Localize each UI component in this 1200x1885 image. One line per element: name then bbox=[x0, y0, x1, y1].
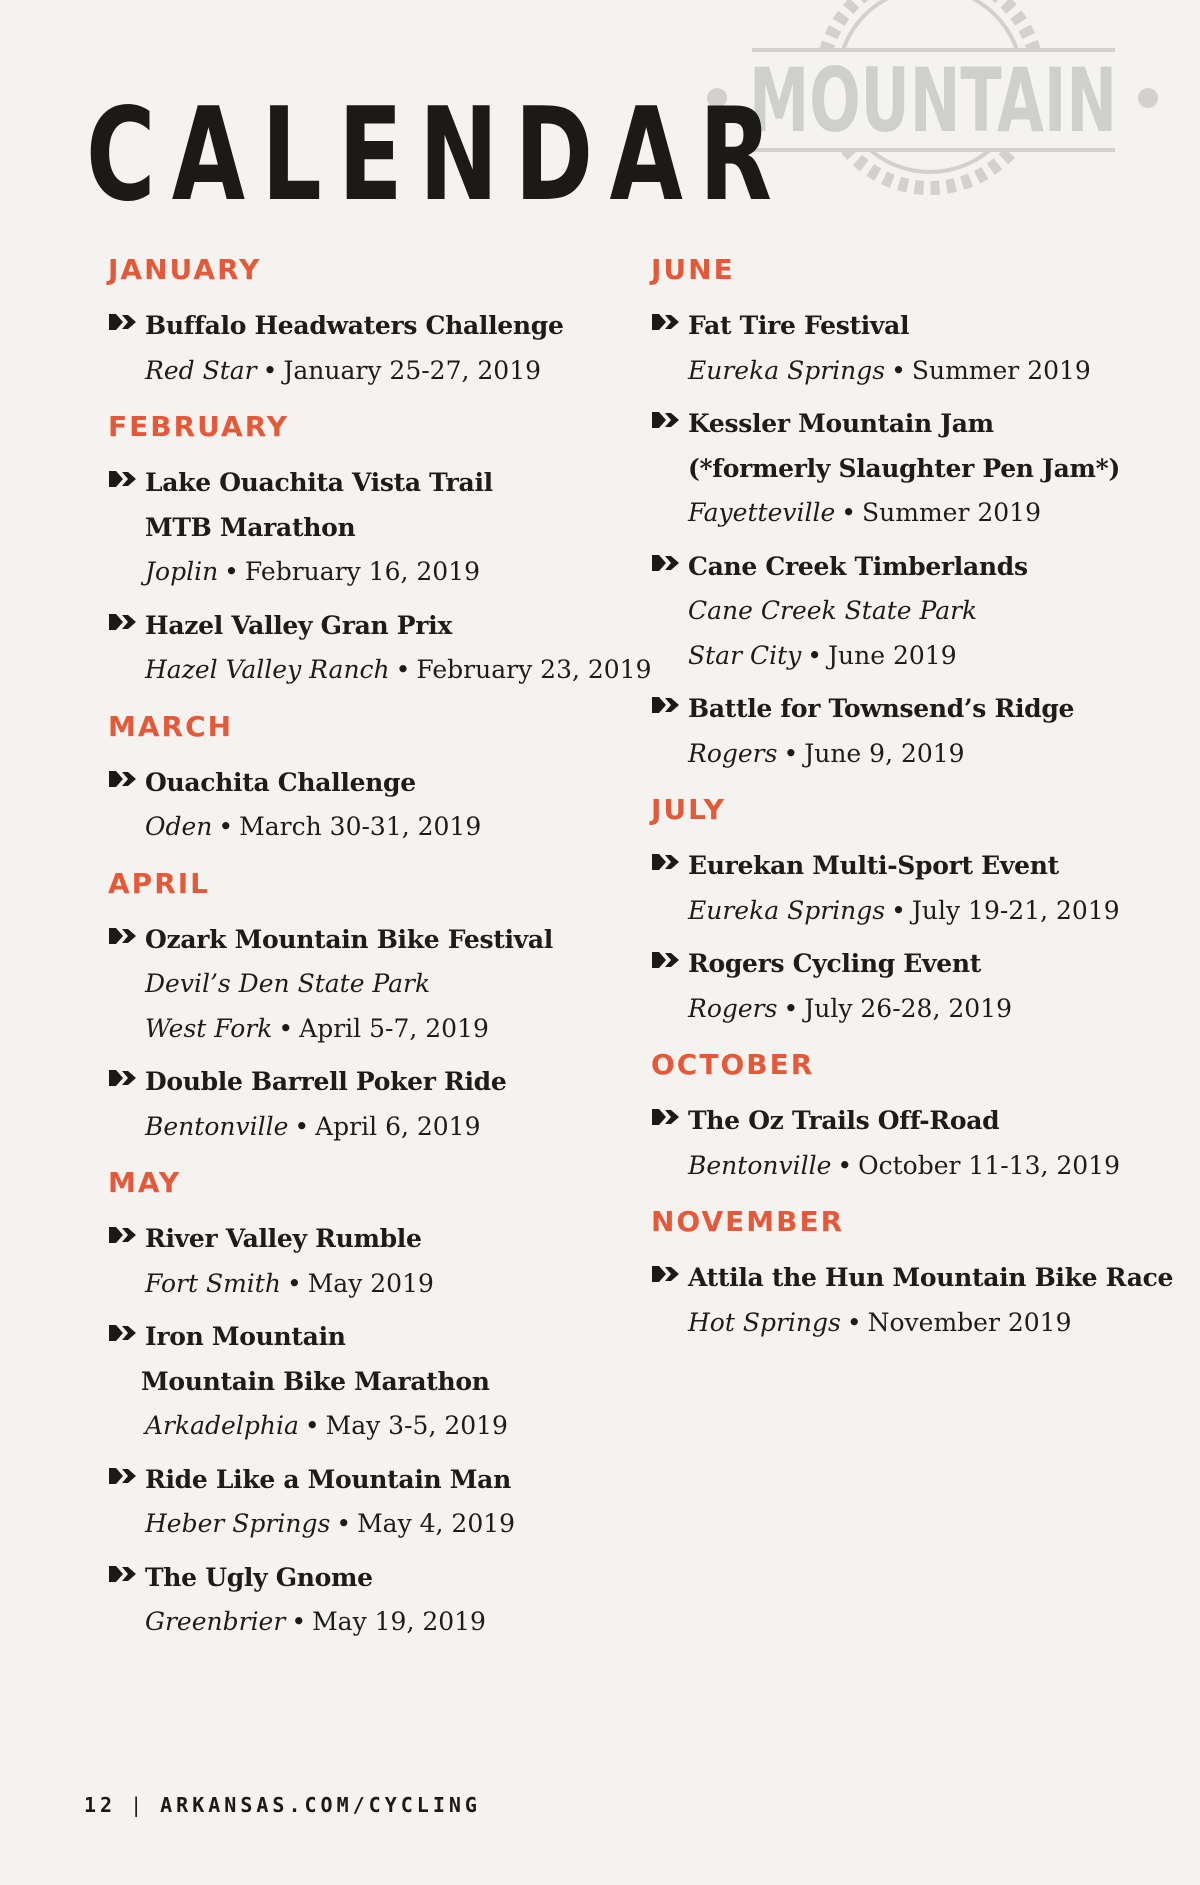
event-item bbox=[651, 545, 1191, 679]
event-meta bbox=[688, 732, 1191, 777]
double-arrow-icon bbox=[651, 553, 681, 573]
month-heading: MAY bbox=[108, 1166, 182, 1199]
footer-divider: | bbox=[130, 1793, 147, 1817]
event-item bbox=[108, 1060, 628, 1149]
event-name: The Ugly Gnome bbox=[145, 1562, 373, 1592]
event-location: Oden bbox=[145, 812, 213, 841]
page-title: CALENDAR bbox=[86, 81, 789, 230]
bullet-separator: • bbox=[224, 557, 239, 586]
event-meta bbox=[688, 634, 1191, 679]
event-name: Fat Tire Festival bbox=[688, 311, 910, 340]
page-footer bbox=[84, 1793, 481, 1817]
event-item bbox=[108, 1315, 628, 1449]
event-meta bbox=[145, 648, 652, 693]
double-arrow-icon bbox=[108, 612, 138, 632]
event-meta bbox=[145, 349, 628, 394]
double-arrow-icon bbox=[108, 1564, 138, 1584]
event-name: The Oz Trails Off-Road bbox=[688, 1106, 1000, 1135]
event-item bbox=[651, 304, 1191, 393]
event-item bbox=[108, 1458, 628, 1547]
month-heading: JUNE bbox=[651, 253, 735, 286]
double-arrow-icon bbox=[108, 926, 138, 946]
event-location: Rogers bbox=[688, 738, 778, 768]
event-date: July 19-21, 2019 bbox=[911, 895, 1120, 925]
event-name: Cane Creek Timberlands bbox=[688, 551, 1028, 581]
double-arrow-icon bbox=[651, 1264, 681, 1284]
event-item bbox=[108, 1217, 628, 1306]
double-arrow-icon bbox=[108, 1225, 138, 1245]
event-location: Arkadelphia bbox=[145, 1411, 299, 1440]
event-location: Red Star bbox=[145, 355, 257, 385]
month-heading: MARCH bbox=[108, 709, 234, 743]
event-meta bbox=[688, 987, 1191, 1032]
event-name: Battle for Townsend’s Ridge bbox=[688, 694, 1075, 723]
double-arrow-icon bbox=[651, 852, 681, 872]
month-heading: JANUARY bbox=[108, 253, 262, 286]
double-arrow-icon bbox=[108, 769, 138, 789]
event-name: Kessler Mountain Jam bbox=[688, 409, 994, 438]
event-name: Buffalo Headwaters Challenge bbox=[145, 311, 564, 340]
event-item bbox=[108, 304, 628, 393]
event-item bbox=[108, 761, 628, 850]
double-arrow-icon bbox=[108, 1068, 138, 1088]
month-heading: OCTOBER bbox=[651, 1048, 815, 1081]
event-location: Bentonville bbox=[688, 1150, 832, 1180]
double-arrow-icon bbox=[108, 1323, 138, 1343]
event-name: Hazel Valley Gran Prix bbox=[145, 610, 452, 640]
double-arrow-icon bbox=[108, 1466, 138, 1486]
event-meta bbox=[688, 491, 1191, 536]
double-arrow-icon bbox=[651, 312, 681, 332]
event-name: Rogers Cycling Event bbox=[688, 949, 981, 978]
event-location: Rogers bbox=[688, 993, 778, 1023]
event-name: (*formerly Slaughter Pen Jam*) bbox=[688, 453, 1120, 483]
event-date: Summer 2019 bbox=[862, 498, 1041, 527]
event-date: June 9, 2019 bbox=[804, 738, 965, 768]
calendar-left-column bbox=[108, 250, 652, 1654]
bullet-separator: • bbox=[783, 993, 799, 1023]
event-name: Ouachita Challenge bbox=[145, 767, 416, 797]
month-heading: FEBRUARY bbox=[108, 410, 290, 443]
event-item bbox=[108, 461, 628, 595]
event-name: Double Barrell Poker Ride bbox=[145, 1067, 507, 1096]
event-name: River Valley Rumble bbox=[145, 1224, 422, 1253]
event-venue: Cane Creek State Park bbox=[688, 596, 978, 625]
double-arrow-icon bbox=[651, 1107, 681, 1127]
event-item bbox=[651, 1099, 1191, 1188]
event-date: October 11-13, 2019 bbox=[858, 1150, 1121, 1180]
event-item bbox=[651, 942, 1191, 1031]
bullet-separator: • bbox=[395, 655, 411, 684]
bullet-separator: • bbox=[336, 1509, 352, 1538]
event-date: April 6, 2019 bbox=[315, 1111, 481, 1141]
event-date: April 5-7, 2019 bbox=[299, 1013, 489, 1043]
bullet-separator: • bbox=[262, 355, 278, 385]
event-location: Eureka Springs bbox=[688, 895, 886, 925]
event-name: Eurekan Multi-Sport Event bbox=[688, 851, 1059, 880]
event-name: MTB Marathon bbox=[145, 512, 356, 542]
event-venue: Devil’s Den State Park bbox=[145, 969, 431, 998]
event-meta bbox=[145, 550, 628, 595]
event-item bbox=[108, 1556, 628, 1645]
event-meta bbox=[688, 1301, 1191, 1346]
event-meta bbox=[688, 889, 1191, 934]
bullet-separator: • bbox=[291, 1607, 307, 1636]
event-date: Summer 2019 bbox=[911, 355, 1091, 385]
bullet-separator: • bbox=[841, 498, 857, 527]
event-date: June 2019 bbox=[828, 640, 957, 670]
double-arrow-icon bbox=[108, 469, 138, 489]
event-name: Ozark Mountain Bike Festival bbox=[145, 924, 553, 954]
month-heading: NOVEMBER bbox=[651, 1205, 845, 1238]
event-meta bbox=[688, 1144, 1191, 1189]
event-location: Joplin bbox=[145, 557, 219, 586]
event-location: Fayetteville bbox=[688, 498, 836, 527]
double-arrow-icon bbox=[651, 695, 681, 715]
event-meta bbox=[145, 1502, 628, 1547]
event-meta bbox=[145, 805, 628, 850]
event-location: Star City bbox=[688, 640, 802, 670]
bullet-separator: • bbox=[846, 1307, 862, 1337]
event-item bbox=[651, 402, 1191, 536]
event-name: Attila the Hun Mountain Bike Race bbox=[688, 1263, 1174, 1292]
footer-url[interactable]: ARKANSAS.COM/CYCLING bbox=[160, 1793, 481, 1817]
bullet-separator: • bbox=[783, 738, 799, 768]
event-meta bbox=[145, 1007, 628, 1052]
event-date: March 30-31, 2019 bbox=[239, 812, 482, 841]
event-item bbox=[108, 604, 652, 693]
event-location: West Fork bbox=[145, 1013, 273, 1043]
double-arrow-icon bbox=[651, 410, 681, 430]
event-date: July 26-28, 2019 bbox=[804, 993, 1012, 1023]
event-item bbox=[651, 687, 1191, 776]
event-meta bbox=[688, 349, 1191, 394]
event-name: Lake Ouachita Vista Trail bbox=[145, 468, 493, 497]
event-location: Hot Springs bbox=[688, 1307, 841, 1337]
bullet-separator: • bbox=[294, 1111, 310, 1141]
event-meta bbox=[145, 1404, 628, 1449]
event-item bbox=[108, 918, 628, 1052]
event-name: Iron Mountain bbox=[145, 1322, 346, 1351]
event-location: Eureka Springs bbox=[688, 355, 886, 385]
event-meta bbox=[145, 1600, 628, 1645]
bullet-separator: • bbox=[278, 1013, 294, 1043]
bullet-separator: • bbox=[286, 1268, 302, 1298]
page-number: 12 bbox=[84, 1793, 117, 1817]
event-location: Greenbrier bbox=[145, 1607, 286, 1636]
event-name: Ride Like a Mountain Man bbox=[145, 1464, 511, 1494]
month-heading: JULY bbox=[651, 793, 726, 826]
event-date: November 2019 bbox=[867, 1307, 1072, 1337]
event-date: May 4, 2019 bbox=[357, 1509, 516, 1538]
double-arrow-icon bbox=[108, 312, 138, 332]
event-date: May 19, 2019 bbox=[312, 1607, 486, 1636]
event-date: February 16, 2019 bbox=[244, 557, 481, 586]
event-date: May 2019 bbox=[307, 1268, 434, 1298]
event-location: Hazel Valley Ranch bbox=[145, 655, 390, 684]
event-meta bbox=[145, 1262, 628, 1307]
event-location: Bentonville bbox=[145, 1111, 289, 1141]
event-date: January 25-27, 2019 bbox=[283, 355, 542, 385]
month-heading: APRIL bbox=[108, 866, 211, 900]
event-date: February 23, 2019 bbox=[416, 655, 652, 684]
bullet-separator: • bbox=[891, 895, 906, 925]
bullet-separator: • bbox=[218, 812, 234, 841]
double-arrow-icon bbox=[651, 950, 681, 970]
bullet-separator: • bbox=[891, 355, 906, 385]
bullet-separator: • bbox=[304, 1411, 320, 1440]
event-item bbox=[651, 1256, 1191, 1345]
badge-text: MOUNTAIN bbox=[749, 49, 1117, 152]
bullet-separator: • bbox=[837, 1150, 853, 1180]
event-location: Heber Springs bbox=[145, 1509, 331, 1538]
event-name: Mountain Bike Marathon bbox=[141, 1366, 490, 1396]
bullet-separator: • bbox=[807, 640, 823, 670]
calendar-right-column bbox=[651, 250, 1191, 1354]
event-location: Fort Smith bbox=[145, 1268, 281, 1298]
event-date: May 3-5, 2019 bbox=[325, 1411, 508, 1440]
event-meta bbox=[145, 1105, 628, 1150]
event-item bbox=[651, 844, 1191, 933]
